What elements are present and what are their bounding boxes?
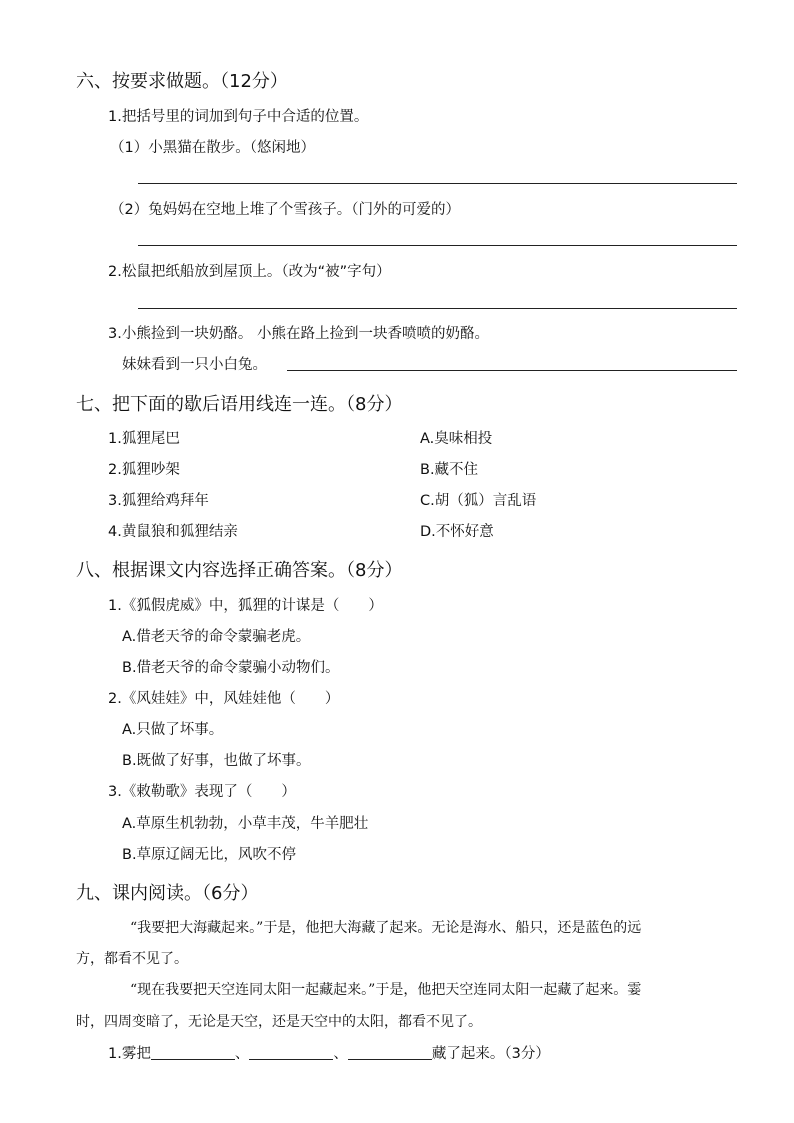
section-9-title: 九、课内阅读。（6分） xyxy=(76,883,259,904)
fill-blank-2[interactable] xyxy=(249,1045,333,1060)
sec8-q3-option-a[interactable]: A.草原生机勃勃，小草丰茂，牛羊肥壮 xyxy=(122,816,369,832)
sec8-question-2: 2.《风娃娃》中，风娃娃他（ ） xyxy=(108,691,340,707)
sec9-q1-sep-1: 、 xyxy=(234,1046,250,1062)
sec8-q1-option-a[interactable]: A.借老天爷的命令蒙骗老虎。 xyxy=(122,629,311,645)
reading-p1-line1: “我要把大海藏起来。”于是，他把大海藏了起来。无论是海水、船只，还是蓝色的远 xyxy=(130,920,642,936)
sec8-q3-option-b[interactable]: B.草原辽阔无比，风吹不停 xyxy=(122,847,297,863)
reading-p1-line2: 方，都看不见了。 xyxy=(76,951,188,967)
proverb-right-c[interactable]: C.胡（狐）言乱语 xyxy=(420,493,537,509)
sec9-q1-prefix: 1.雾把 xyxy=(108,1046,151,1062)
answer-line[interactable] xyxy=(287,370,737,371)
sec8-q2-option-b[interactable]: B.既做了好事，也做了坏事。 xyxy=(122,753,311,769)
sec9-q1-suffix: 藏了起来。（3分） xyxy=(431,1046,550,1062)
sec8-question-3: 3.《敕勒歌》表现了（ ） xyxy=(108,784,296,800)
proverb-right-a[interactable]: A.臭味相投 xyxy=(420,431,493,447)
fill-blank-3[interactable] xyxy=(348,1045,432,1060)
reading-p2-line1: “现在我要把天空连同太阳一起藏起来。”于是，他把天空连同太阳一起藏了起来。霎 xyxy=(130,982,642,998)
sec6-question-1: 1.把括号里的词加到句子中合适的位置。 xyxy=(108,109,369,125)
reading-p2-line2: 时，四周变暗了，无论是天空，还是天空中的太阳，都看不见了。 xyxy=(76,1014,482,1030)
sec6-question-1-1: （1）小黑猫在散步。（悠闲地） xyxy=(110,140,315,156)
sec6-question-1-2: （2）兔妈妈在空地上堆了个雪孩子。（门外的可爱的） xyxy=(110,202,460,218)
proverb-left-4[interactable]: 4.黄鼠狼和狐狸结亲 xyxy=(108,524,238,540)
sec8-question-1: 1.《狐假虎威》中，狐狸的计谋是（ ） xyxy=(108,598,383,614)
answer-line[interactable] xyxy=(138,183,737,184)
answer-line[interactable] xyxy=(138,245,737,246)
sec8-q1-option-b[interactable]: B.借老天爷的命令蒙骗小动物们。 xyxy=(122,660,340,676)
sec6-question-2: 2.松鼠把纸船放到屋顶上。（改为“被”字句） xyxy=(108,264,391,280)
section-6-title: 六、按要求做题。（12分） xyxy=(76,71,288,92)
section-7-title: 七、把下面的歇后语用线连一连。（8分） xyxy=(76,394,403,415)
proverb-left-3[interactable]: 3.狐狸给鸡拜年 xyxy=(108,493,209,509)
proverb-right-d[interactable]: D.不怀好意 xyxy=(420,524,494,540)
sec6-question-3-example: 妹妹看到一只小白兔。 xyxy=(122,357,267,373)
fill-blank-1[interactable] xyxy=(151,1045,235,1060)
proverb-right-b[interactable]: B.藏不住 xyxy=(420,462,479,478)
proverb-left-1[interactable]: 1.狐狸尾巴 xyxy=(108,431,180,447)
sec9-question-1 xyxy=(108,1042,550,1063)
answer-line[interactable] xyxy=(138,308,737,309)
sec6-question-3: 3.小熊捡到一块奶酪。 小熊在路上捡到一块香喷喷的奶酪。 xyxy=(108,326,489,342)
sec9-q1-sep-2: 、 xyxy=(333,1046,348,1062)
sec8-q2-option-a[interactable]: A.只做了坏事。 xyxy=(122,722,224,738)
proverb-left-2[interactable]: 2.狐狸吵架 xyxy=(108,462,180,478)
section-8-title: 八、根据课文内容选择正确答案。（8分） xyxy=(76,560,403,581)
